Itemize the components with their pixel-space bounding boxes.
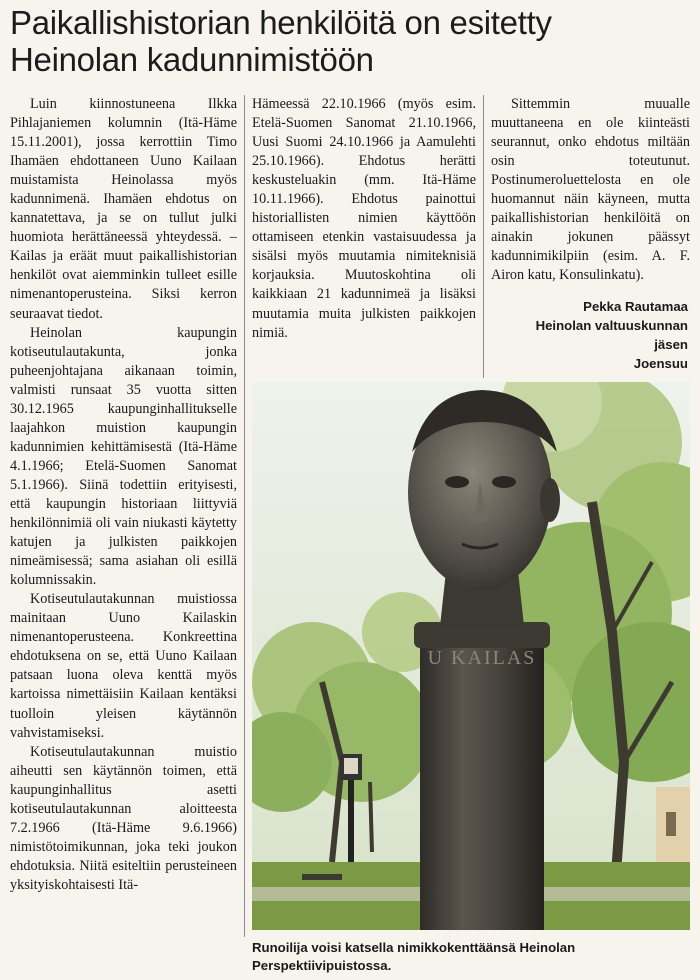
paragraph: Luin kiinnostuneena Ilkka Pihlajaniemen kolumnin (Itä-Häme 15.11.2001), jossa kerrottiin Timo Ihamäen ehdottaneen Uuno Kailaan muistamista Heinolassa myös kadunnimenä. Ihamäen ehdotus on kannatettava, ja se on tullut julki huomiota herättäneessä yhteydessä. – Kailas ja eräät muut paikallishistorian henkilöt ovat aiemminkin tulleet esille nimenantoperusteina. Siksi kerron seuraavat tiedot.	[10, 96, 237, 322]
bench	[302, 874, 342, 880]
author-place: Joensuu	[633, 356, 688, 371]
pedestal-column	[420, 640, 544, 930]
headline	[10, 4, 690, 78]
paragraph: Heinolan kaupungin kotiseutulautakunta, jonka puheenjohtajana aikanaan toimin, valmisti runsaat 35 vuotta sitten 30.12.1965 kaupunginhallitukselle laajahkon muistion kaupungin kadunnimien kehittämisestä (Itä-Häme 4.1.1966; Etelä-Suomen Sanomat 5.1.1966). Siinä todettiin erityisesti, että kaupungin historiaan liittyviä henkilönnimiä oli vain niukasti käytetty katujen ja julkisten paikkojen nimeämisessä; sama asiahan oli esillä kolumnissakin.	[10, 324, 237, 589]
paragraph: Kotiseutulautakunnan muistio aiheutti sen käytännön toimen, että kaupunginhallitus asetti kotiseutulautakunnan aloitteesta 7.2.1966 (Itä-Häme 9.6.1966) nimistötoimikunnan, joka teki joukon ehdotuksia. Niitä esiteltiin perusteineen yksityiskohtaisesti Itä-	[10, 743, 237, 893]
statue-illustration	[252, 382, 690, 930]
column-divider	[244, 95, 245, 937]
author-signature	[468, 297, 688, 373]
author-name: Pekka Rautamaa	[583, 299, 688, 314]
article-column-3	[491, 95, 690, 285]
photo-caption: Runoilija voisi katsella nimikkokenttäänsä Heinolan Perspektiivipuistossa.	[252, 940, 576, 973]
article-column-2	[252, 95, 476, 343]
headline-line-2: Heinolan kadunnimistöön	[10, 41, 374, 78]
author-role: Heinolan valtuuskunnan	[535, 318, 688, 333]
paragraph: Sittemmin muualle muuttaneena en ole kiinteästi seurannut, onko ehdotus miltään osin toteutunut. Postinumeroluettelosta en ole huomannut näin käyneen, mutta paikallishistorian henkilöitä on ainakin jokunen päässyt kadunnimikilpiin (esim. A. F. Airon katu, Konsulinkatu).	[491, 96, 690, 284]
article-column-1	[10, 95, 237, 895]
paragraph: Hämeessä 22.10.1966 (myös esim. Etelä-Suomen Sanomat 21.10.1966, Uusi Suomi 24.10.1966 ja Aamulehti 25.10.1966). Ehdotus herätti keskusteluakin (mm. Itä-Häme 10.11.1966). Ehdotus painottui historiallisten nimien käyttöön ottamiseen etenkin vastaisuudessa ja sisälsi myös muutamia nimiteknisiä korjauksia. Muutoskohtina oli kaikkiaan 21 kadunnimeä ja lisäksi muutamia muita julkisten paikkojen nimiä.	[252, 96, 476, 341]
author-role: jäsen	[654, 337, 688, 352]
pedestal-inscription: U KAILAS	[427, 647, 537, 669]
paragraph: Kotiseutulautakunnan muistiossa mainitaan Uuno Kailaskin nimenantoperusteena. Konkreettina ehdotuksena on se, että Uuno Kailaan patsaan luona oleva kenttä myös kartoissa nimettäisiin Kailaan kentäksi tuolloin yleisen käytännön vahvistamiseksi.	[10, 591, 237, 741]
headline-line-1: Paikallishistorian henkilöitä on esitetty	[10, 4, 552, 41]
statue-photo	[252, 382, 690, 930]
